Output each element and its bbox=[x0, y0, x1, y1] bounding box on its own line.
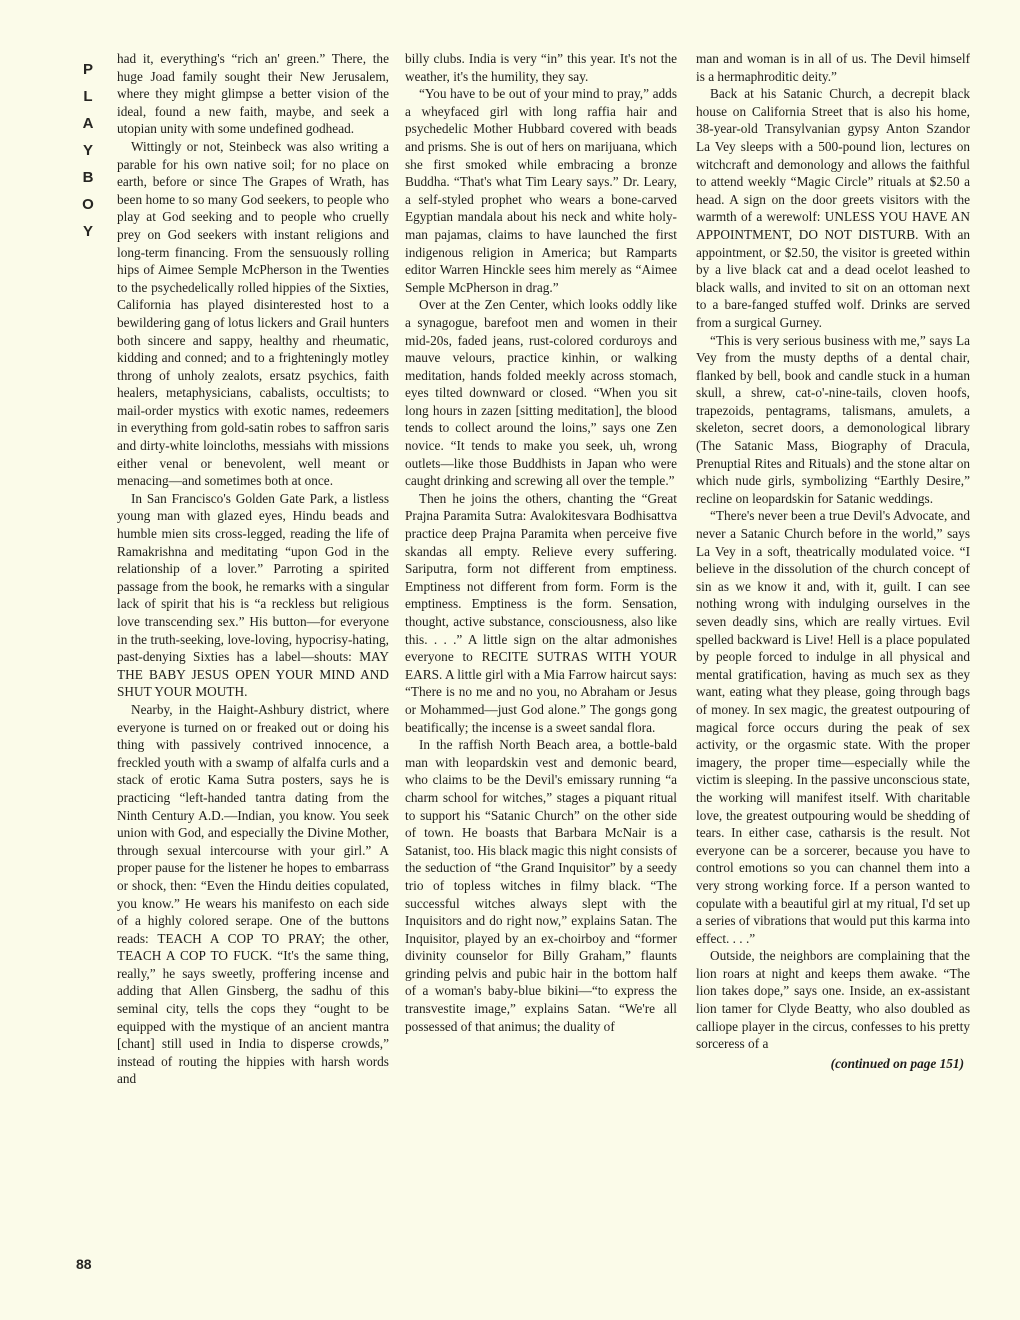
paragraph: Wittingly or not, Steinbeck was also writing a parable for his own native soil; for no place on earth, before or since The Grapes of Wrath, has been home to so many God seekers, to people who play at God seeking and to people who cruelly prey on God seekers with instant religions and long-term financing. From the sensuously rolling hips of Aimee Semple McPherson in the Twenties to the psychedelically rolled hippies of the Sixties, California has played disinterested host to a bewildering gang of lotus lickers and Grail hunters both sincere and sappy, healthy and rheumatic, kidding and conned; and to a frighteningly motley throng of unholy zealots, ersatz psychics, faith healers, metaphysicians, cabalists, occultists; to mail-order mystics with exotic names, redeemers in everything from gold-satin robes to saffron saris and dirty-white loincloths, messiahs with missions either venal or benevolent, well meant or menacing—and sometimes both at once. bbox=[117, 138, 389, 489]
masthead-letter: Y bbox=[82, 223, 93, 240]
paragraph: Then he joins the others, chanting the “Great Prajna Paramita Sutra: Avalokitesvara Bodhisattva practice deep Prajna Paramita when perceive five skandas all empty. Relieve every suffering. Sariputra, form not different from emptiness. Emptiness not different from form. Form is the emptiness. Emptiness is the form. Sensation, thought, active substance, consciousness, also like this. . . .” A little sign on the altar admonishes everyone to RECITE SUTRAS WITH YOUR EARS. A little girl with a Mia Farrow haircut says: “There is no me and no you, no Abraham or Jesus or Mohammed—just God alone.” The gongs gong beatifically; the incense is a sweet sandal flora. bbox=[405, 490, 677, 735]
paragraph: man and woman is in all of us. The Devil himself is a hermaphroditic deity.” bbox=[696, 51, 970, 84]
paragraph: Nearby, in the Haight-Ashbury district, where everyone is turned on or freaked out or doing his thing with passively contrived innocence, a freckled youth with a swamp of alfalfa curls and a stack of erotic Kama Sutra posters, says he is practicing “left-handed tantra dating from the Ninth Century A.D.—Indian, you know. You seek union with God, and especially the Divine Mother, through sexual intercourse with your girl.” A proper pause for the listener he hopes to embarrass or shock, then: “Even the Hindu deities copulated, you know.” He wears his manifesto on each side of a highly colored serape. One of the buttons reads: TEACH A COP TO PRAY; the other, TEACH A COP TO FUCK. “It's the same thing, really,” he says sweetly, proffering incense and adding that Allen Ginsberg, the sadhu of this seminal city, tells the cops they “ought to be equipped with the mystique of an ancient mantra [chant] still used in India to disperse crowds,” instead of routing the hippies with harsh words and bbox=[117, 701, 389, 1087]
paragraph: In the raffish North Beach area, a bottle-bald man with leopardskin vest and demonic beard, who claims to be the Devil's emissary running “a charm school for witches,” stages a piquant ritual to support his “Satanic Church” on the other side of town. He boasts that Barbara McNair is a Satanist, too. His black magic this night consists of the seduction of “the Grand Inquisitor” by a seedy trio of topless witches in filmy black. “The successful witches always slept with the Inquisitors and do right now,” explains Satan. The Inquisitor, played by an ex-choirboy and “former divinity counselor for Billy Graham,” flaunts grinding pelvis and pubic hair in the bottom half of a woman's baby-blue bikini—“to express the transvestite image,” explains Satan. “We're all possessed of that animus; the duality of bbox=[405, 737, 677, 1034]
masthead-letter: A bbox=[82, 115, 94, 132]
text-column-3 bbox=[696, 50, 970, 1300]
paragraph: Back at his Satanic Church, a decrepit black house on California Street that is also his home, 38-year-old Transylvanian gypsy Anton Szandor La Vey sleeps with a 500-pound lion, lectures on witchcraft and demonology and allows the faithful to attend weekly “Magic Circle” rituals at $2.50 a head. A sign on the door greets visitors with the warmth of a werewolf: UNLESS YOU HAVE AN APPOINTMENT, DO NOT DISTURB. With an appointment, or $2.50, the visitor is greeted within by a live black cat and a dead ocelot leashed to black walls, and invited to sit on an ottoman next to a bare-fanged stuffed wolf. Drinks are served from a surgical Gurney. bbox=[696, 86, 970, 330]
masthead-letter: Y bbox=[82, 142, 93, 159]
continued-on-page-note: (continued on page 151) bbox=[830, 1055, 964, 1071]
paragraph: Over at the Zen Center, which looks oddly like a synagogue, barefoot men and women in their mid-20s, faded jeans, rust-colored corduroys and mauve velours, practice kinhin, or walking meditation, hands folded meekly across stomach, eyes tilted downward or closed. “When you sit long hours in zazen [sitting meditation], the blood tends to collect around the loins,” says one Zen novice. “It tends to make you seek, uh, wrong outlets—like those Buddhists in Japan who were caught drinking and screwing all over the temple.” bbox=[405, 297, 677, 489]
page-number: 88 bbox=[76, 1256, 92, 1272]
paragraph: “There's never been a true Devil's Advocate, and never a Satanic Church before in the world,” says La Vey in a soft, theatrically modulated voice. “I believe in the dissolution of the church concept of sin as we know it and, with it, guilt. I can see nothing wrong with indulging ourselves in the seven deadly sins, which are really virtues. Evil spelled backward is Live! Hell is a place populated by people forced to indulge in all physical and mental gratification, having as much sex as they want, eating what they please, going through bags of money. In sex magic, the greatest outpouring of magical force occurs during the peak of sex activity, or the orgasmic state. With the proper imagery, the proper time—especially while the victim is sleeping. In the passive unconscious state, the working will manifest itself. With charitable love, the greatest outpouring would be shedding of tears. In either case, catharsis is the result. Not everyone can be a sorcerer, because you have to control emotions so you can channel them into a very strong working force. If a person wanted to copulate with a beautiful girl at my ritual, I'd set up a series of vibrations that would put this karma into effect. . . .” bbox=[696, 508, 970, 946]
masthead-letter: O bbox=[82, 196, 94, 213]
paragraph: billy clubs. India is very “in” this year. It's not the weather, it's the humility, they say. bbox=[405, 51, 677, 84]
masthead-vertical bbox=[76, 56, 100, 245]
paragraph: “This is very serious business with me,” says La Vey from the musty depths of a dental chair, flanked by bell, book and candle stuck in a human skull, a shrew, cat-o'-nine-tails, cloven hoofs, trapezoids, pentagrams, talismans, amulets, a skeleton, secret doors, a demonological library (The Satanic Mass, Biography of Dracula, Prenuptial Rites and Rituals) and the stone altar on which nude girls, symbolizing “Earthly Desire,” recline on leopardskin for Satanic weddings. bbox=[696, 332, 970, 506]
paragraph: had it, everything's “rich an' green.” There, the huge Joad family sought their New Jerusalem, where they might glimpse a better vision of the ideal, found a new faith, maybe, and seek a utopian unity with some undefined godhead. bbox=[117, 51, 389, 137]
paragraph: Outside, the neighbors are complaining that the lion roars at night and keeps them awake. “The lion takes dope,” says one. Inside, an ex-assistant lion tamer for Clyde Beatty, who also doubled as calliope player in the circus, confesses to his pretty sorceress of a bbox=[696, 948, 970, 1052]
masthead-letter: B bbox=[82, 169, 94, 186]
masthead-letter: P bbox=[82, 61, 93, 78]
text-column-2 bbox=[405, 50, 677, 1300]
paragraph: “You have to be out of your mind to pray,” adds a wheyfaced girl with long raffia hair and psychedelic Mother Hubbard covered with beads and prisms. She is out of hers on marijuana, which she first smoked while embracing a bronze Buddha. “That's what Tim Leary says.” Dr. Leary, a self-styled prophet who wears a bone-carved Egyptian mandala about his neck and white holy-man pajamas, claims to have launched the first indigenous religion in America; but Ramparts editor Warren Hinckle sees him merely as “Aimee Semple McPherson in drag.” bbox=[405, 86, 677, 295]
paragraph: In San Francisco's Golden Gate Park, a listless young man with glazed eyes, Hindu beads and humble mien sits cross-legged, reading the life of Ramakrishna and meditating “upon God in the relationship of a lover.” Parroting a spirited passage from the book, he remarks with a singular lack of spirit that his is “a reckless but religious love transcending sex.” His button—for everyone in the truth-seeking, love-loving, hypocrisy-hating, past-denying Sixties has a label—shouts: MAY THE BABY JESUS OPEN YOUR MIND AND SHUT YOUR MOUTH. bbox=[117, 490, 389, 700]
masthead-letter: L bbox=[83, 88, 93, 105]
text-column-1 bbox=[117, 50, 389, 1300]
